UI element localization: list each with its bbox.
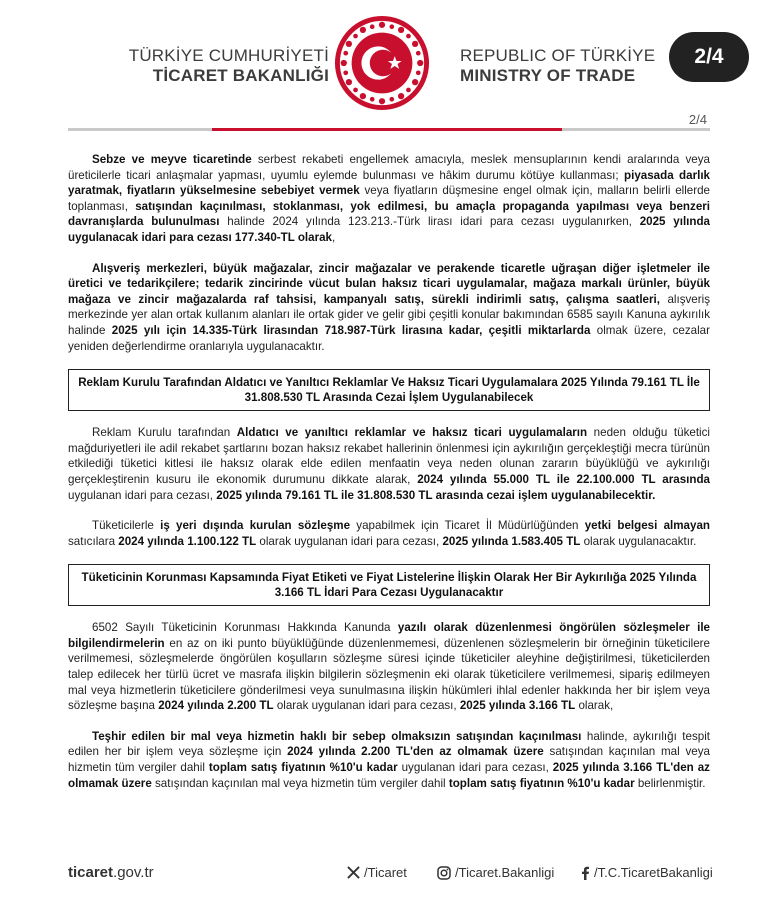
header-divider-accent — [212, 128, 562, 131]
text-bold: Alışveriş merkezleri, büyük mağazalar, zincir mağazalar ve perakende ticaretle uğraşan diğer işletmeler ile üretici ve tedarikçilere; tedarik zincirinde vücut bulan haksız ticari uygulamalar, mağaza markalı ürünler, büyük mağaza ve zincir mağazalarda raf tahsisi, kampanyalı satış, sürekli indirimli satış, çalışma saatleri, — [68, 261, 710, 306]
paragraph-shopping-centers — [68, 261, 710, 355]
website-link[interactable] — [68, 864, 154, 881]
text-bold: toplam satış fiyatının %10'u kadar — [448, 776, 635, 790]
text-run: alışveriş merkezinde yer alan ortak kullanım alanları ile ortak gider ve gelir gibi çeşitli konular bakımından 6585 sayılı Kanuna aykırılık halinde — [68, 292, 710, 337]
text-run: uygulanan idari para cezası, — [68, 488, 217, 502]
page-number: 2/4 — [688, 112, 707, 127]
text-run: en az on iki punto büyüklüğünde düzenlenmemesi, düzenlenen sözleşmelerin bir örneğinin tüketicilere verilmemesi, sözleşmelerde öngörülen koşulların sözleşme süresi içinde tüketiciler aleyhine değiştirilmesi, tüketicilerden talep edilecek her türlü ücret ve masrafa ilişkin bilgilerin sözleşmenin eki olarak tüketicilere verilmemesi, sipariş edilmeyen mal veya hizmetlerin tüketicilere gönderilmesi veya sunulmasına ilişkin hükümleri ihlal edenler hakkında her bir işlem veya sözleşme başına — [68, 636, 710, 713]
x-handle: /Ticaret — [364, 865, 407, 880]
text-bold: piyasada darlık yaratmak, fiyatların yükselmesine sebebiyet vermek — [68, 168, 710, 198]
section-heading-advertising: Reklam Kurulu Tarafından Aldatıcı ve Yanıltıcı Reklamlar Ve Haksız Ticari Uygulamalara 2025 Yılında 79.161 TL İle 31.808.530 TL Arasında Cezai İşlem Uygulanabilecek — [68, 369, 710, 411]
website-bold: ticaret — [68, 864, 114, 881]
text-bold: 2025 yılında 79.161 TL ile 31.808.530 TL arasında cezai işlem uygulanabilecektir. — [216, 488, 656, 502]
text-bold: 2025 yılı için 14.335-Türk lirasından 718.987-Türk lirasına kadar, çeşitli miktarlarda — [111, 323, 591, 337]
text-bold: yazılı olarak düzenlenmesi öngörülen sözleşmeler ile bilgilendirmelerin — [68, 621, 711, 650]
website-domain: .gov.tr — [113, 864, 154, 881]
header-en-line1: REPUBLIC OF TÜRKİYE — [460, 46, 656, 65]
x-icon — [347, 866, 360, 879]
text-run: olarak uygulanacaktır. — [580, 534, 697, 548]
text-bold: 2025 yılında 3.166 TL'den az olmamak üzere — [68, 761, 710, 790]
text-bold: 2024 yılında 1.100.122 TL — [118, 534, 257, 548]
text-run: satışından kaçınılan mal veya hizmetin tüm vergiler dahil — [151, 776, 449, 790]
page-footer — [0, 858, 777, 888]
page-header — [0, 0, 777, 130]
instagram-handle: /Ticaret.Bakanligi — [455, 865, 555, 880]
text-run: halinde 2024 yılında 123.213.-Türk lirası idari para cezası uygulanırken, — [219, 215, 640, 229]
text-run: 6502 Sayılı Tüketicinin Korunması Hakkında Kanunda — [92, 621, 398, 635]
page-badge: 2/4 — [669, 32, 749, 82]
text-bold: Teşhir edilen bir mal veya hizmetin haklı bir sebep olmaksızın satışından kaçınılması — [92, 729, 582, 743]
text-run: olarak uygulanan idari para cezası, — [273, 699, 460, 713]
x-link[interactable] — [347, 865, 407, 880]
instagram-icon — [437, 866, 451, 880]
text-bold: 2025 yılında 3.166 TL — [459, 699, 576, 713]
text-run: belirlenmiştir. — [634, 776, 706, 790]
text-bold: 2024 yılında 2.200 TL — [158, 699, 274, 713]
text-bold: 2025 yılında 1.583.405 TL — [442, 534, 581, 548]
text-run: satışından kaçınılan mal veya hizmetin tüm vergiler dahil — [68, 745, 710, 775]
facebook-handle: /T.C.TicaretBakanligi — [594, 865, 713, 880]
section-heading-price-labels: Tüketicinin Korunması Kapsamında Fiyat Etiketi ve Fiyat Listelerine İlişkin Olarak Her Bir Aykırılığa 2025 Yılında 3.166 TL İdari Para Cezası Uygulanacaktır — [68, 564, 710, 606]
text-bold: toplam satış fiyatının %10'u kadar — [208, 761, 398, 775]
text-run: olmak üzere, cezalar yeniden değerlendirme oranlarıyla uygulanacaktır. — [68, 323, 710, 353]
facebook-icon — [580, 866, 590, 880]
paragraph-advertising-board — [68, 425, 710, 503]
ministry-seal-logo — [333, 14, 431, 112]
text-run: neden olduğu tüketici mağduriyetleri ile adil rekabet şartlarını bozan haksız rekabet hallerinin önlenmesi için aykırılığın gerçekleştiği mecra türünün etkilediği tüketici kitlesi ile haksız olarak elde edilen menfaatin veya neden olunan zararın büyüklüğü ve aykırılığı gerçekleştirenin kusuru ile ekonomik durumunu dikkate alarak, — [68, 426, 710, 486]
document-body — [68, 152, 710, 806]
text-run: satıcılara — [68, 534, 119, 548]
facebook-link[interactable] — [580, 865, 713, 880]
text-run: uygulanan idari para cezası, — [397, 761, 553, 775]
text-run: , — [332, 230, 336, 244]
text-run: veya fiyatların düşmesine engel olmak için, malların belirli ellerde toplanması, — [68, 184, 711, 213]
text-run: olarak uygulanan idari para cezası, — [256, 534, 443, 548]
text-bold: yetki belgesi almayan — [584, 519, 710, 533]
header-tr-line1: TÜRKİYE CUMHURİYETİ — [128, 46, 329, 65]
text-bold: 2025 yılında uygulanacak idari para cezası 177.340-TL olarak — [68, 215, 710, 244]
text-bold: 2024 yılında 2.200 TL'den az olmamak üzere — [287, 745, 544, 759]
text-run: Tüketicilerle — [92, 519, 161, 533]
text-bold: satışından kaçınılması, stoklanması, yok edilmesi, bu amaçla propaganda yapılması veya benzeri davranışlarda bulunulması — [68, 199, 710, 229]
header-tr-line2: TİCARET BAKANLIĞI — [152, 66, 329, 85]
text-run: olarak, — [575, 699, 614, 713]
text-run: Reklam Kurulu tarafından — [92, 426, 237, 440]
paragraph-refusal-to-sell — [68, 729, 710, 791]
text-bold: Sebze ve meyve ticaretinde — [92, 153, 252, 166]
text-run: yapabilmek için Ticaret İl Müdürlüğünden — [350, 519, 585, 533]
text-run: serbest rekabeti engellemek amacıyla, meslek mensuplarının kendi aralarında veya üreticilerle ticari anlaşmalar yapması, uyumlu eylemde bulunması ve hâkim durumu kötüye kullanması; — [68, 153, 710, 182]
paragraph-consumer-protection — [68, 620, 710, 714]
instagram-link[interactable] — [437, 865, 554, 880]
text-run: halinde, aykırılığı tespit edilen her bir işlem veya sözleşme için — [68, 729, 710, 759]
text-bold: Aldatıcı ve yanıltıcı reklamlar ve haksız ticari uygulamaların — [236, 426, 588, 440]
text-bold: iş yeri dışında kurulan sözleşme — [160, 519, 351, 533]
paragraph-offpremises-contracts — [68, 518, 710, 549]
text-bold: 2024 yılında 55.000 TL ile 22.100.000 TL arasında — [417, 472, 710, 486]
paragraph-vegetable-trade — [68, 152, 710, 246]
header-en-line2: MINISTRY OF TRADE — [460, 66, 636, 85]
